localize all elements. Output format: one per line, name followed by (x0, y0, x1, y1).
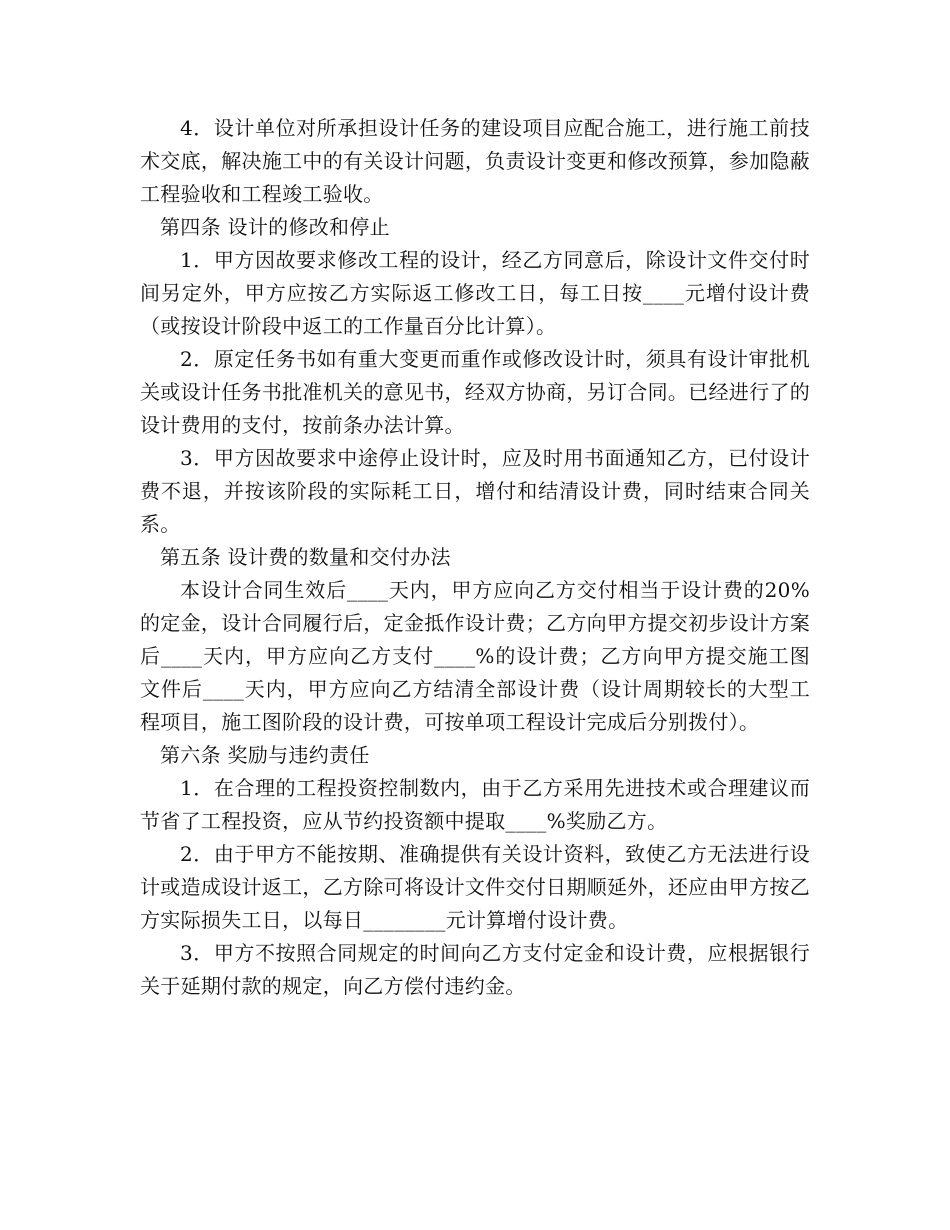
article-6-item-2: 2．由于甲方不能按期、准确提供有关设计资料，致使乙方无法进行设计或造成设计返工，乙方除可将设计文件交付日期顺延外，还应由甲方按乙方实际损失工日，以每日________元计算增付设计费。 (140, 842, 810, 932)
article-4-item-1: 1．甲方因故要求修改工程的设计，经乙方同意后，除设计文件交付时间另定外，甲方应按乙方实际返工修改工日，每工日按____元增付设计费（或按设计阶段中返工的工作量百分比计算）。 (140, 248, 810, 338)
article-5-body: 本设计合同生效后____天内，甲方应向乙方交付相当于设计费的20%的定金，设计合同履行后，定金抵作设计费；乙方向甲方提交初步设计方案后____天内，甲方应向乙方支付____%的设计费；乙方向甲方提交施工图文件后____天内，甲方应向乙方结清全部设计费（设计周期较长的大型工程项目，施工图阶段的设计费，可按单项工程设计完成后分别拨付）。 (140, 578, 810, 734)
clause-3-item-4: 4．设计单位对所承担设计任务的建设项目应配合施工，进行施工前技术交底，解决施工中的有关设计问题，负责设计变更和修改预算，参加隐蔽工程验收和工程竣工验收。 (140, 116, 810, 206)
article-5-heading: 第五条 设计费的数量和交付办法 (160, 545, 451, 569)
article-4-heading: 第四条 设计的修改和停止 (160, 215, 390, 239)
article-4-item-3: 3．甲方因故要求中途停止设计时，应及时用书面通知乙方，已付设计费不退，并按该阶段的实际耗工日，增付和结清设计费，同时结束合同关系。 (140, 446, 810, 536)
article-6-heading: 第六条 奖励与违约责任 (160, 743, 370, 767)
article-6-item-1: 1．在合理的工程投资控制数内，由于乙方采用先进技术或合理建议而节省了工程投资，应从节约投资额中提取____%奖励乙方。 (140, 776, 810, 833)
article-6-item-3: 3．甲方不按照合同规定的时间向乙方支付定金和设计费，应根据银行关于延期付款的规定，向乙方偿付违约金。 (140, 941, 810, 998)
article-4-item-2: 2．原定任务书如有重大变更而重作或修改设计时，须具有设计审批机关或设计任务书批准机关的意见书，经双方协商，另订合同。已经进行了的设计费用的支付，按前条办法计算。 (140, 347, 810, 437)
document-body (140, 112, 810, 1003)
